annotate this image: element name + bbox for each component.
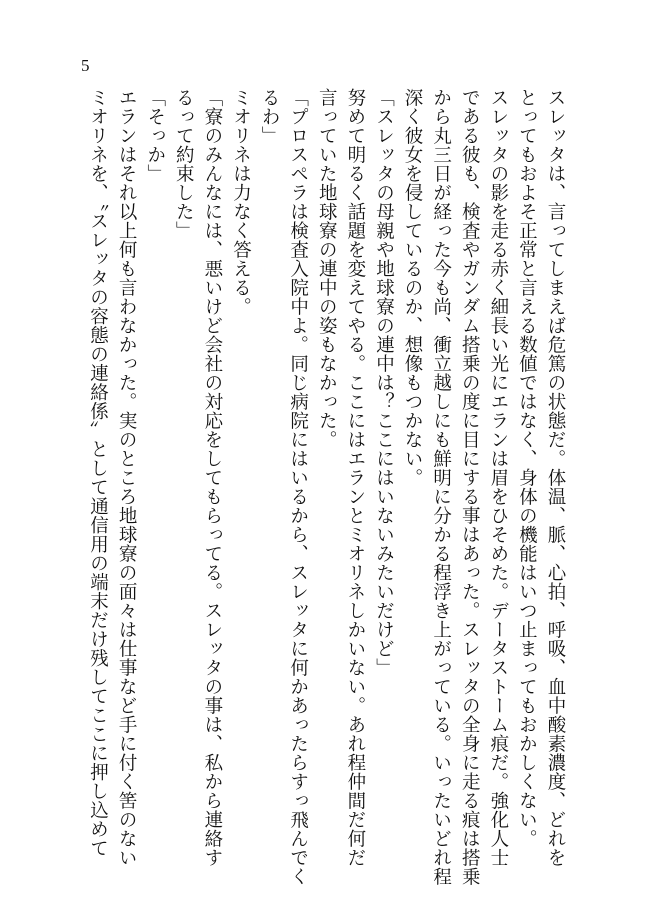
text-line-1: スレッタは、言ってしまえば危篤の状態だ。体温、脈、心拍、呼吸、血中酸素濃度、どれを xyxy=(545,88,566,867)
text-line-6: 深く彼女を侵しているのか、想像もつかない。 xyxy=(402,88,424,487)
text-line-14: るって約束した」 xyxy=(173,88,195,240)
text-line-13: 「寮のみんなには、悪いけど会社の対応をしてもらってる。スレッタの事は、私から連絡す xyxy=(201,88,223,867)
vertical-body-text xyxy=(83,88,569,886)
page-number: 5 xyxy=(81,56,90,75)
text-line-11: るわ」 xyxy=(259,88,281,145)
text-line-4: である彼も、検査やガンダム搭乗の度に目にする事はあった。スレッタの全身に走る痕は搭乗 xyxy=(459,88,481,886)
text-line-16: エランはそれ以上何も言わなかった。実のところ地球寮の面々は仕事など手に付く筈のない xyxy=(116,88,138,867)
text-line-3: スレッタの影を走る赤く細長い光にエランは眉をひそめた。データストーム痕だ。強化人士 xyxy=(487,88,509,867)
text-line-12: ミオリネは力なく答える。 xyxy=(230,88,252,316)
text-line-15: 「そっか」 xyxy=(144,88,166,183)
text-line-10: 「プロスペラは検査入院中よ。同じ病院にはいるから、スレッタに何かあったらすっ飛んでく xyxy=(287,88,309,886)
text-line-8: 努めて明るく話題を変えてやる。ここにはエランとミオリネしかいない。あれ程仲間だ何だ xyxy=(344,88,366,867)
text-line-9: 言っていた地球寮の連中の姿もなかった。 xyxy=(316,88,338,449)
text-line-7: 「スレッタの母親や地球寮の連中は？ここにはいないみたいだけど」 xyxy=(373,88,395,677)
text-line-17: ミオリネを、〝スレッタの容態の連絡係〟として通信用の端末だけ残してここに押し込めて xyxy=(87,88,109,858)
text-line-2: とってもおよそ正常と言える数値ではなく、身体の機能はいつ止まってもおかしくない。 xyxy=(516,88,538,848)
text-line-5: から丸三日が経った今も尚、衝立越しにも鮮明に分かる程浮き上がっている。いったいどれ程 xyxy=(430,88,452,886)
